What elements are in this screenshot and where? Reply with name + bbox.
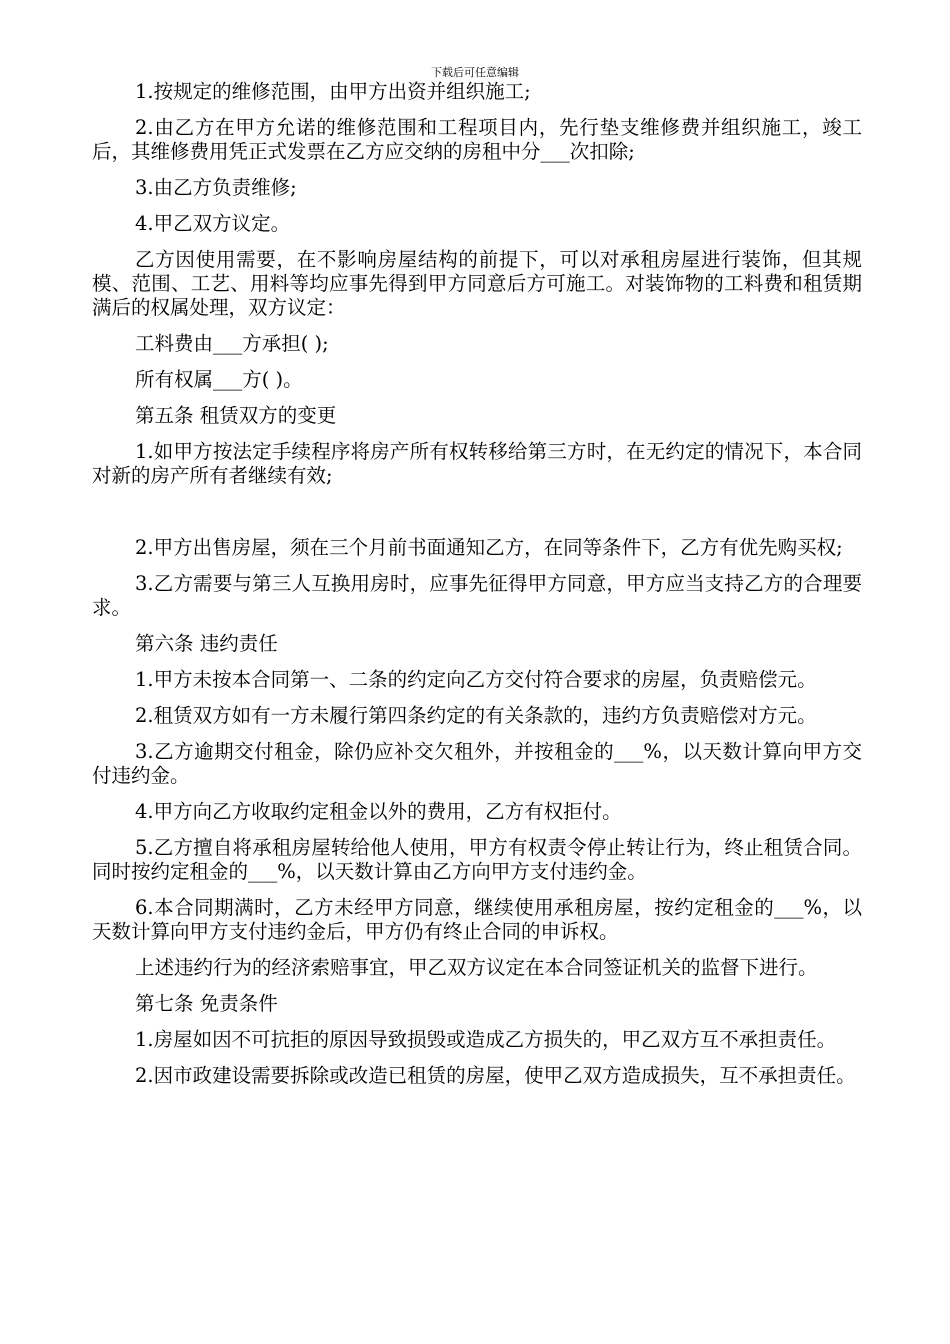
section-heading: 第七条 免责条件 — [135, 992, 278, 1015]
header-note: 下载后可任意编辑 — [431, 66, 519, 79]
paragraph: 3.乙方逾期交付租金，除仍应补交欠租外，并按租金的___%，以天数计算向甲方交付违约金。 — [92, 740, 862, 787]
paragraph: 4.甲方向乙方收取约定租金以外的费用，乙方有权拒付。 — [135, 800, 622, 823]
paragraph: 1.甲方未按本合同第一、二条的约定向乙方交付符合要求的房屋，负责赔偿元。 — [135, 668, 817, 691]
paragraph: 2.因市政建设需要拆除或改造已租赁的房屋，使甲乙双方造成损失，互不承担责任。 — [135, 1064, 856, 1087]
paragraph: 1.按规定的维修范围，由甲方出资并组织施工; — [135, 80, 531, 103]
paragraph: 2.甲方出售房屋，须在三个月前书面通知乙方，在同等条件下，乙方有优先购买权; — [135, 536, 843, 559]
paragraph: 3.由乙方负责维修; — [135, 176, 297, 199]
paragraph: 2.租赁双方如有一方未履行第四条约定的有关条款的，违约方负责赔偿对方元。 — [135, 704, 817, 727]
section-heading: 第六条 违约责任 — [135, 632, 278, 655]
paragraph: 6.本合同期满时，乙方未经甲方同意，继续使用承租房屋，按约定租金的___%，以天数计算向甲方支付违约金后，甲方仍有终止合同的申诉权。 — [92, 896, 862, 943]
paragraph: 4.甲乙双方议定。 — [135, 212, 291, 235]
section-heading: 第五条 租赁双方的变更 — [135, 404, 337, 427]
document-body — [92, 80, 862, 1100]
paragraph: 所有权属___方( )。 — [135, 368, 303, 391]
paragraph: 2.由乙方在甲方允诺的维修范围和工程项目内，先行垫支维修费并组织施工，竣工后，其维修费用凭正式发票在乙方应交纳的房租中分___次扣除; — [92, 116, 862, 163]
paragraph: 1.房屋如因不可抗拒的原因导致损毁或造成乙方损失的，甲乙双方互不承担责任。 — [135, 1028, 837, 1051]
paragraph: 乙方因使用需要，在不影响房屋结构的前提下，可以对承租房屋进行装饰，但其规模、范围、工艺、用料等均应事先得到甲方同意后方可施工。对装饰物的工料费和租赁期满后的权属处理，双方议定： — [92, 248, 862, 319]
paragraph: 1.如甲方按法定手续程序将房产所有权转移给第三方时，在无约定的情况下，本合同对新的房产所有者继续有效; — [92, 440, 862, 487]
paragraph: 工料费由___方承担( ); — [135, 332, 329, 355]
paragraph: 5.乙方擅自将承租房屋转给他人使用，甲方有权责令停止转让行为，终止租赁合同。同时按约定租金的___%，以天数计算由乙方向甲方支付违约金。 — [92, 836, 862, 883]
paragraph: 3.乙方需要与第三人互换用房时，应事先征得甲方同意，甲方应当支持乙方的合理要求。 — [92, 572, 862, 619]
paragraph: 上述违约行为的经济索赔事宜，甲乙双方议定在本合同签证机关的监督下进行。 — [135, 956, 818, 979]
